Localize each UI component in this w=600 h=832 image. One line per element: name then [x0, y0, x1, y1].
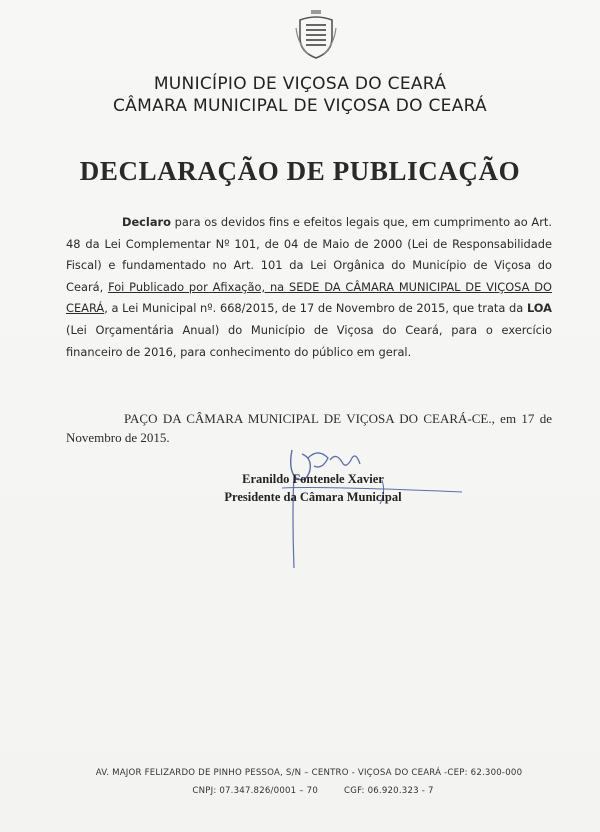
- publication-notice: Foi Publicado por Afixação, na SEDE DA CÂMARA MUNICIPAL DE VIÇOSA DO CEARÁ: [66, 279, 552, 316]
- signatory-name: Eranildo Fontenele Xavier: [242, 472, 384, 486]
- declaration-paragraph: [66, 212, 552, 363]
- closing-statement: PAÇO DA CÂMARA MUNICIPAL DE VIÇOSA DO CEARÁ-CE., em 17 de Novembro de 2015.: [66, 411, 552, 445]
- footer-registration: [0, 786, 600, 796]
- signatory-role: Presidente da Câmara Municipal: [224, 490, 402, 504]
- paragraph-part-1: para os devidos fins e efeitos legais que, em cumprimento ao Art. 48 da Lei Complementar Nº 101, de 04 de Maio de 2000 (Lei de Responsabilidade Fiscal) e fundamentado no Art. 101 da Lei Orgânica do Município de Viçosa do Ceará,: [66, 215, 552, 294]
- coat-of-arms-icon: [294, 8, 338, 60]
- paragraph-part-2: , a Lei Municipal nº. 668/2015, de 17 de Novembro de 2015, que trata da: [104, 301, 527, 316]
- header-chamber: CÂMARA MUNICIPAL DE VIÇOSA DO CEARÁ: [113, 96, 487, 116]
- header-municipality: MUNICÍPIO DE VIÇOSA DO CEARÁ: [153, 74, 447, 94]
- loa-word: LOA: [526, 301, 552, 316]
- handwritten-signature: [262, 440, 462, 570]
- paragraph-part-3: (Lei Orçamentária Anual) do Município de Viçosa do Ceará, para o exercício financeiro de 2016, para conhecimento do público em geral.: [66, 322, 552, 359]
- footer-cgf: CGF: 06.920.323 - 7: [344, 786, 434, 796]
- footer-address: AV. MAJOR FELIZARDO DE PINHO PESSOA, S/N – CENTRO - VIÇOSA DO CEARÁ -CEP: 62.300-000: [95, 768, 523, 778]
- declaro-word: Declaro: [122, 215, 171, 229]
- footer-cnpj: CNPJ: 07.347.826/0001 – 70: [192, 786, 319, 796]
- document-title: DECLARAÇÃO DE PUBLICAÇÃO: [79, 156, 521, 186]
